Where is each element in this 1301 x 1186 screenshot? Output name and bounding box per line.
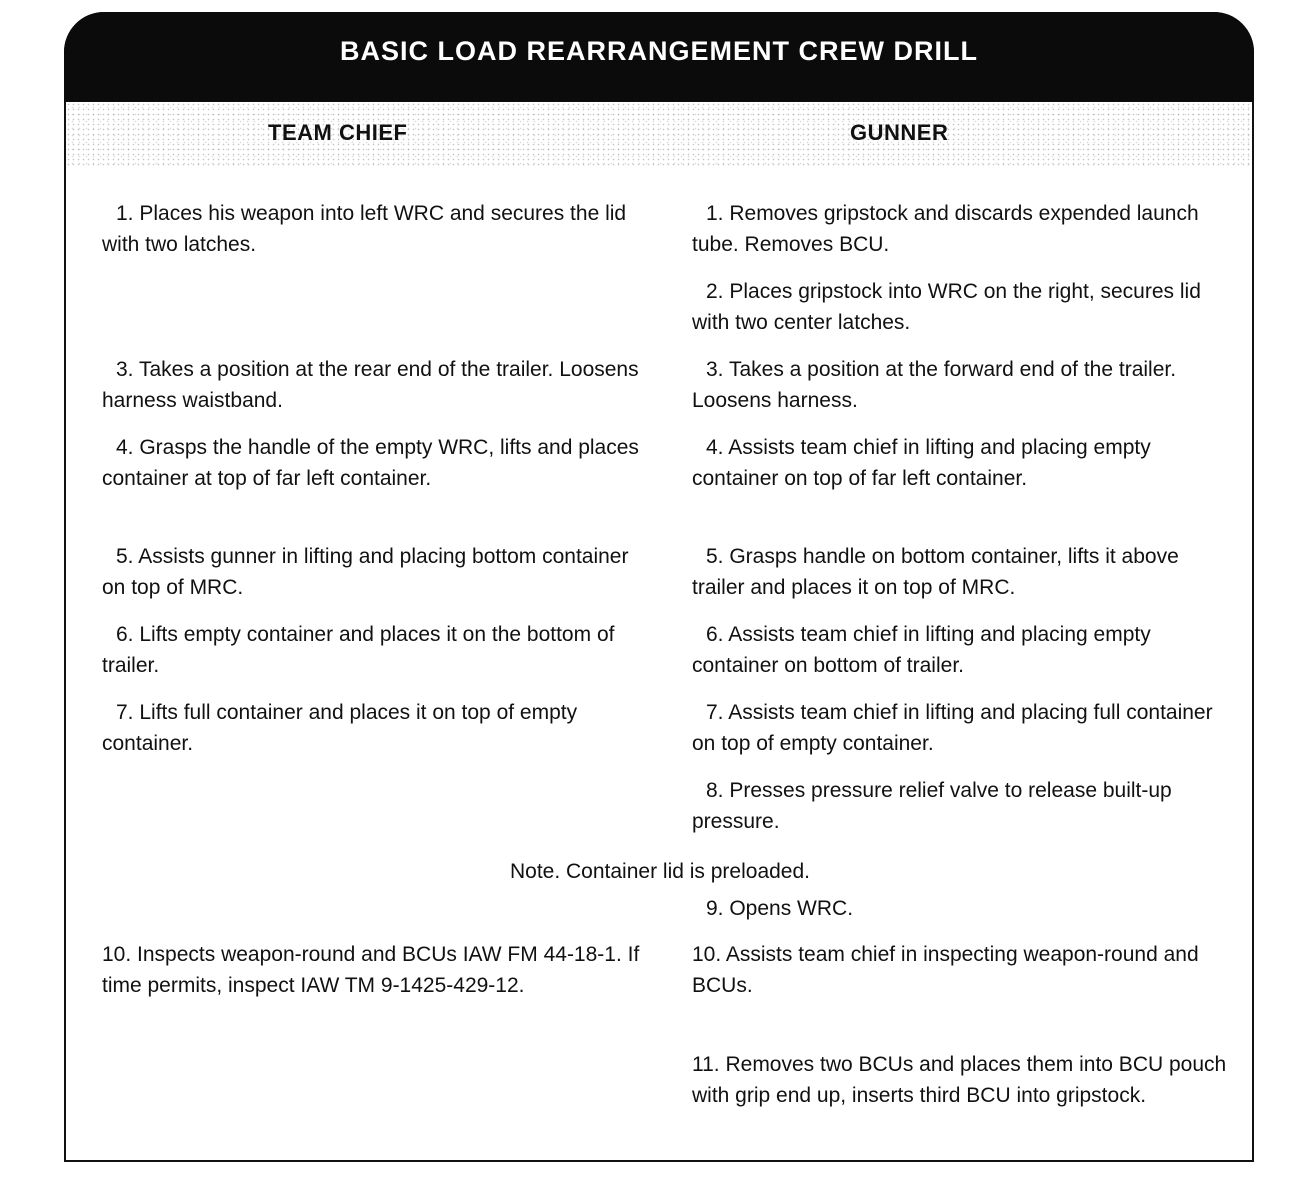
- team-chief-step-10: 10. Inspects weapon-round and BCUs IAW FM 44-18-1. If time permits, inspect IAW TM 9-1425-429-12.: [102, 943, 640, 997]
- column-header-band: [66, 102, 1252, 168]
- team-chief-step-3: 3. Takes a position at the rear end of the trailer. Loosens harness waistband.: [102, 358, 639, 412]
- gunner-step-11: 11. Removes two BCUs and places them into BCU pouch with grip end up, inserts third BCU into gripstock.: [692, 1053, 1227, 1107]
- team-chief-step-5: 5. Assists gunner in lifting and placing bottom container on top of MRC.: [102, 545, 629, 599]
- gunner-step-1: 1. Removes gripstock and discards expended launch tube. Removes BCU.: [692, 202, 1199, 256]
- gunner-step-7: 7. Assists team chief in lifting and placing full container on top of empty container.: [692, 701, 1213, 755]
- team-chief-step-6: 6. Lifts empty container and places it on the bottom of trailer.: [102, 623, 615, 677]
- gunner-step-8: 8. Presses pressure relief valve to release built-up pressure.: [692, 779, 1172, 833]
- gunner-step-10: 10. Assists team chief in inspecting weapon-round and BCUs.: [692, 943, 1199, 997]
- note-text: Note. Container lid is preloaded.: [509, 860, 810, 883]
- gunner-step-5: 5. Grasps handle on bottom container, lifts it above trailer and places it on top of MRC.: [692, 545, 1179, 599]
- gunner-step-6: 6. Assists team chief in lifting and placing empty container on bottom of trailer.: [692, 623, 1151, 677]
- column-header-gunner: GUNNER: [850, 120, 949, 145]
- title-banner: [64, 12, 1254, 102]
- gunner-step-2: 2. Places gripstock into WRC on the right, secures lid with two center latches.: [692, 280, 1201, 334]
- gunner-step-9: 9. Opens WRC.: [706, 897, 854, 920]
- gunner-step-4: 4. Assists team chief in lifting and placing empty container on top of far left container.: [692, 436, 1151, 490]
- team-chief-step-1: 1. Places his weapon into left WRC and secures the lid with two latches.: [102, 202, 627, 256]
- column-header-team-chief: TEAM CHIEF: [268, 120, 408, 145]
- page-title: BASIC LOAD REARRANGEMENT CREW DRILL: [340, 35, 978, 66]
- team-chief-step-7: 7. Lifts full container and places it on top of empty container.: [102, 701, 578, 755]
- gunner-step-3: 3. Takes a position at the forward end of the trailer. Loosens harness.: [692, 358, 1177, 412]
- team-chief-step-4: 4. Grasps the handle of the empty WRC, lifts and places container at top of far left container.: [102, 436, 639, 490]
